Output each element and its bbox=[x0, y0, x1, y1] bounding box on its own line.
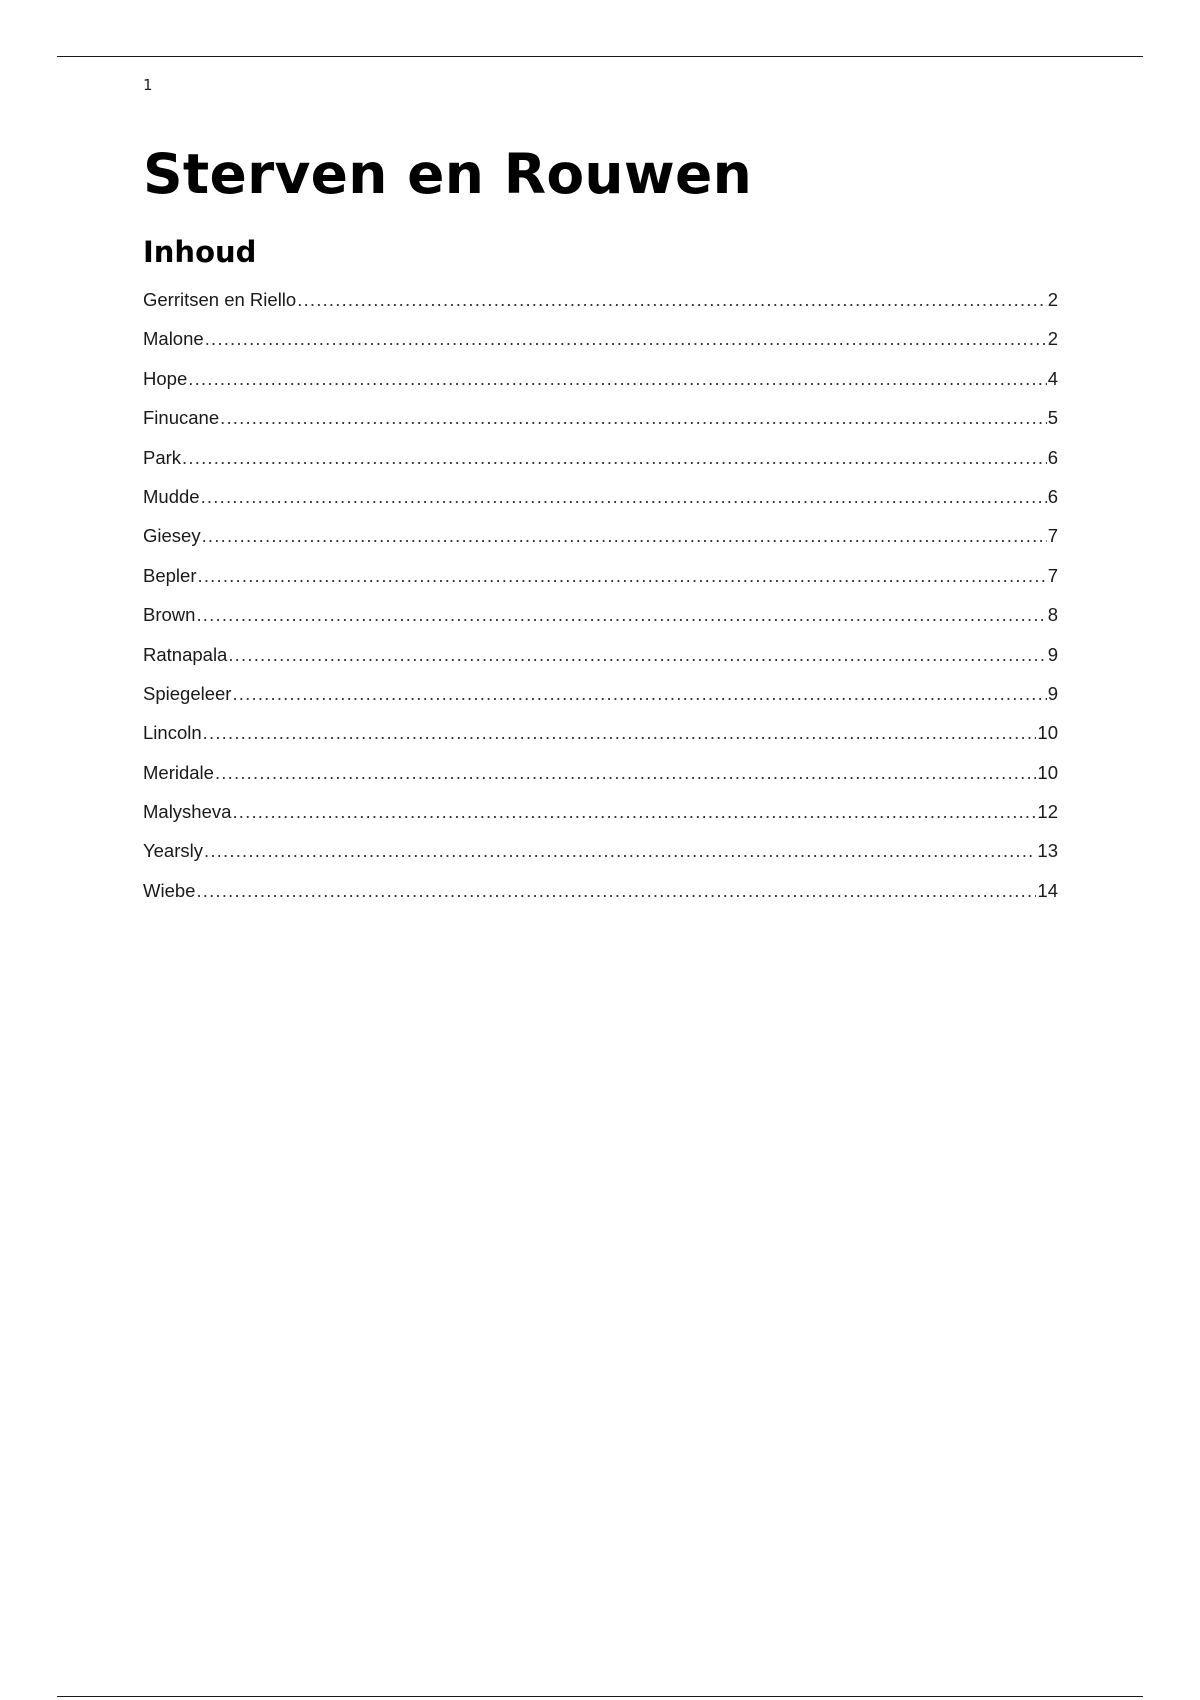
toc-entry-page: 12 bbox=[1037, 801, 1058, 823]
toc-entry[interactable] bbox=[143, 560, 1058, 599]
toc-entry-page: 14 bbox=[1037, 879, 1058, 901]
toc-entry-title: Lincoln bbox=[143, 722, 202, 744]
toc-entry-title: Bepler bbox=[143, 564, 197, 586]
toc-entry[interactable] bbox=[143, 442, 1058, 481]
toc-heading: Inhoud bbox=[143, 235, 257, 269]
footer-rule bbox=[57, 1696, 1143, 1697]
toc-entry-title: Malone bbox=[143, 328, 204, 350]
toc-dot-leader bbox=[203, 717, 1037, 749]
toc-entry-page: 6 bbox=[1047, 485, 1058, 507]
toc-dot-leader bbox=[182, 442, 1047, 474]
toc-entry-page: 7 bbox=[1047, 525, 1058, 547]
toc-entry-page: 5 bbox=[1047, 407, 1058, 429]
toc-entry-title: Giesey bbox=[143, 525, 201, 547]
toc-entry[interactable] bbox=[143, 599, 1058, 638]
toc-dot-leader bbox=[232, 796, 1036, 828]
toc-entry-title: Yearsly bbox=[143, 840, 203, 862]
toc-entry-page: 2 bbox=[1047, 328, 1058, 350]
toc-entry[interactable] bbox=[143, 284, 1058, 323]
toc-entry[interactable] bbox=[143, 757, 1058, 796]
toc-entry[interactable] bbox=[143, 639, 1058, 678]
toc-dot-leader bbox=[232, 678, 1046, 710]
toc-entry-page: 9 bbox=[1047, 682, 1058, 704]
toc-dot-leader bbox=[205, 323, 1047, 355]
toc-entry-title: Mudde bbox=[143, 485, 200, 507]
toc-entry[interactable] bbox=[143, 363, 1058, 402]
toc-dot-leader bbox=[201, 481, 1047, 513]
toc-entry[interactable] bbox=[143, 796, 1058, 835]
toc-entry[interactable] bbox=[143, 402, 1058, 441]
toc-entry-page: 7 bbox=[1047, 564, 1058, 586]
toc-entry-title: Ratnapala bbox=[143, 643, 228, 665]
toc-entry-page: 13 bbox=[1037, 840, 1058, 862]
toc-entry-page: 4 bbox=[1047, 367, 1058, 389]
toc-entry-page: 9 bbox=[1047, 643, 1058, 665]
toc-entry-title: Malysheva bbox=[143, 801, 232, 823]
toc-entry-title: Brown bbox=[143, 604, 196, 626]
toc-dot-leader bbox=[196, 599, 1046, 631]
table-of-contents bbox=[143, 284, 1058, 914]
toc-entry[interactable] bbox=[143, 678, 1058, 717]
toc-entry-page: 8 bbox=[1047, 604, 1058, 626]
toc-dot-leader bbox=[220, 402, 1047, 434]
toc-entry-page: 10 bbox=[1037, 722, 1058, 744]
toc-entry[interactable] bbox=[143, 835, 1058, 874]
toc-dot-leader bbox=[188, 363, 1046, 395]
toc-entry[interactable] bbox=[143, 520, 1058, 559]
toc-entry-title: Hope bbox=[143, 367, 188, 389]
header-rule bbox=[57, 56, 1143, 57]
document-title: Sterven en Rouwen bbox=[143, 142, 753, 206]
toc-entry-title: Wiebe bbox=[143, 879, 196, 901]
toc-entry-title: Meridale bbox=[143, 761, 214, 783]
toc-entry[interactable] bbox=[143, 481, 1058, 520]
toc-entry-title: Spiegeleer bbox=[143, 682, 232, 704]
toc-entry[interactable] bbox=[143, 875, 1058, 914]
toc-dot-leader bbox=[204, 835, 1036, 867]
toc-entry-page: 2 bbox=[1047, 289, 1058, 310]
toc-entry-page: 6 bbox=[1047, 446, 1058, 468]
toc-entry-title: Finucane bbox=[143, 407, 220, 429]
toc-dot-leader bbox=[297, 284, 1047, 316]
toc-dot-leader bbox=[215, 757, 1036, 789]
toc-entry[interactable] bbox=[143, 717, 1058, 756]
toc-entry-page: 10 bbox=[1037, 761, 1058, 783]
toc-dot-leader bbox=[197, 560, 1046, 592]
page-number: 1 bbox=[143, 76, 153, 94]
toc-dot-leader bbox=[196, 875, 1036, 907]
toc-entry-title: Park bbox=[143, 446, 182, 468]
toc-dot-leader bbox=[202, 520, 1047, 552]
toc-entry[interactable] bbox=[143, 323, 1058, 362]
toc-entry-title: Gerritsen en Riello bbox=[143, 289, 297, 310]
toc-dot-leader bbox=[228, 639, 1046, 671]
